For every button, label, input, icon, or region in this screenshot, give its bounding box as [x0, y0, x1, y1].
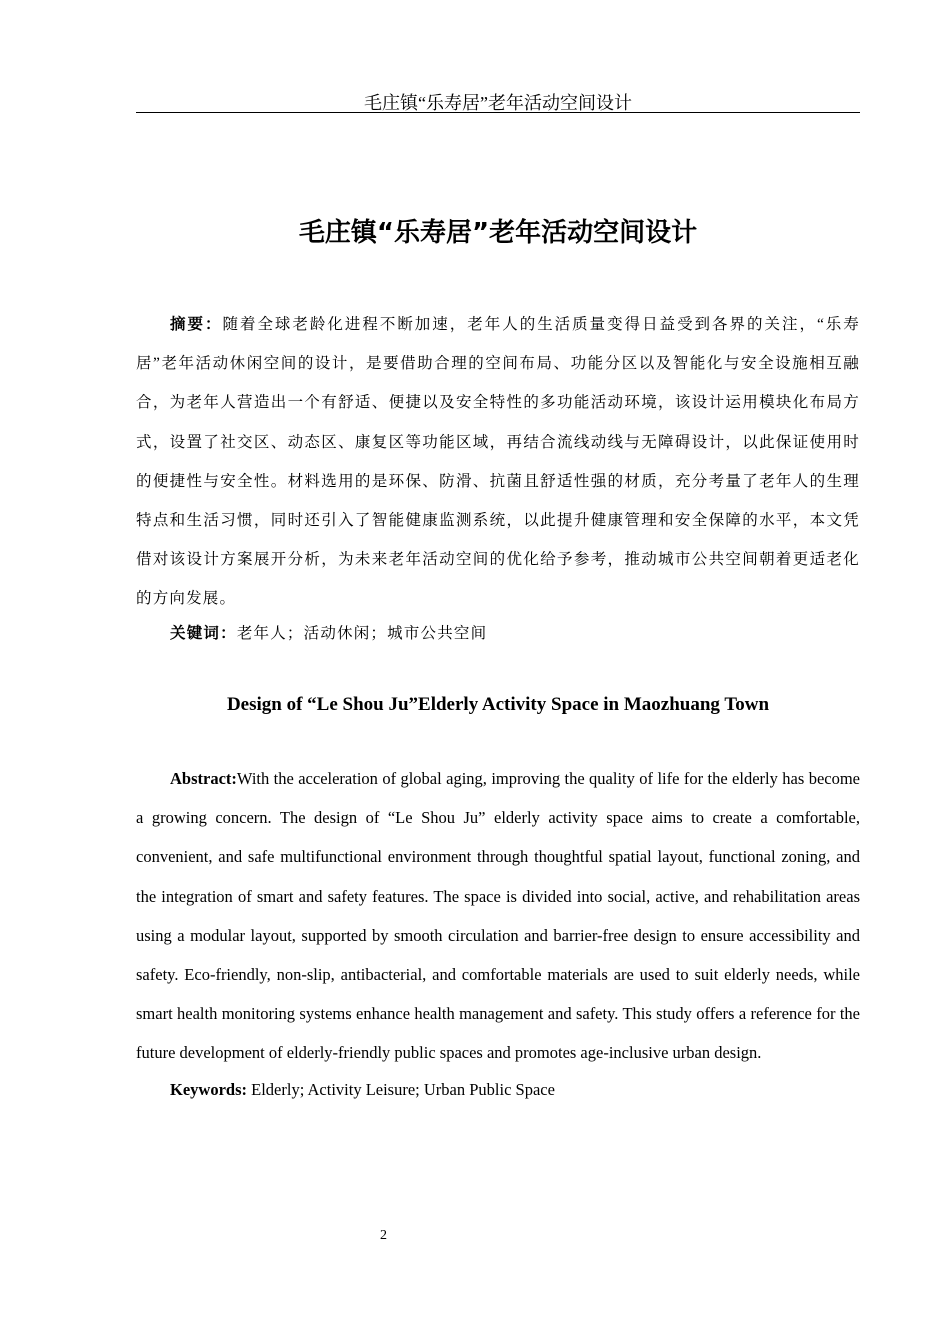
abstract-line: a growing concern. The design of “Le Shou Ju” elderly activity space aims to create a comfortable, — [136, 808, 860, 828]
abstract-line: 居”老年活动休闲空间的设计，是要借助合理的空间布局、功能分区以及智能化与安全设施相互融 — [136, 355, 860, 373]
abstract-line: using a modular layout, supported by smooth circulation and barrier-free design to ensure accessibility and — [136, 925, 860, 945]
chinese-abstract — [136, 310, 860, 624]
keywords-label: 关键词： — [170, 625, 237, 642]
abstract-line: 合，为老年人营造出一个有舒适、便捷以及安全特性的多功能活动环境，该设计运用模块化布局方 — [136, 394, 860, 412]
abstract-line: 的便捷性与安全性。材料选用的是环保、防滑、抗菌且舒适性强的材质，充分考量了老年人的生理 — [136, 472, 860, 490]
chinese-keywords — [170, 621, 487, 647]
abstract-line: 摘要：随着全球老龄化进程不断加速，老年人的生活质量变得日益受到各界的关注，“乐寿 — [170, 316, 860, 333]
abstract-line: future development of elderly-friendly public spaces and promotes age-inclusive urban design. — [136, 1043, 762, 1063]
keywords-text: 老年人；活动休闲；城市公共空间 — [236, 625, 488, 642]
header-rule — [136, 112, 860, 113]
english-title: Design of “Le Shou Ju”Elderly Activity Space in Maozhuang Town — [226, 694, 770, 715]
abstract-line: smart health monitoring systems enhance health management and safety. This study offers a reference for the — [136, 1004, 860, 1024]
abstract-line: safety. Eco-friendly, non-slip, antibacterial, and comfortable materials are used to suit elderly needs, while — [136, 964, 860, 984]
english-keywords — [170, 1077, 555, 1103]
english-abstract — [136, 766, 860, 1080]
abstract-label: Abstract: — [170, 769, 237, 788]
abstract-line: Abstract:With the acceleration of global aging, improving the quality of life for the elderly has become — [170, 769, 860, 788]
running-header: 毛庄镇“乐寿居”老年活动空间设计 — [364, 93, 632, 113]
abstract-line: 式，设置了社交区、动态区、康复区等功能区域，再结合流线动线与无障碍设计，以此保证使用时 — [136, 433, 860, 451]
abstract-line: convenient, and safe multifunctional environment through thoughtful spatial layout, functional zoning, and — [136, 847, 860, 867]
abstract-line: 的方向发展。 — [136, 590, 237, 608]
page-title: 毛庄镇“乐寿居”老年活动空间设计 — [298, 218, 698, 248]
abstract-line: the integration of smart and safety features. The space is divided into social, active, and rehabilitation areas — [136, 886, 860, 906]
abstract-line: 特点和生活习惯，同时还引入了智能健康监测系统，以此提升健康管理和安全保障的水平，本文凭 — [136, 511, 860, 529]
abstract-line: 借对该设计方案展开分析，为未来老年活动空间的优化给予参考，推动城市公共空间朝着更适老化 — [136, 551, 860, 569]
keywords-label: Keywords: — [170, 1080, 247, 1099]
page-number: 2 — [380, 1228, 387, 1243]
keywords-text: Elderly; Activity Leisure; Urban Public Space — [247, 1080, 555, 1099]
abstract-label: 摘要： — [170, 316, 223, 333]
